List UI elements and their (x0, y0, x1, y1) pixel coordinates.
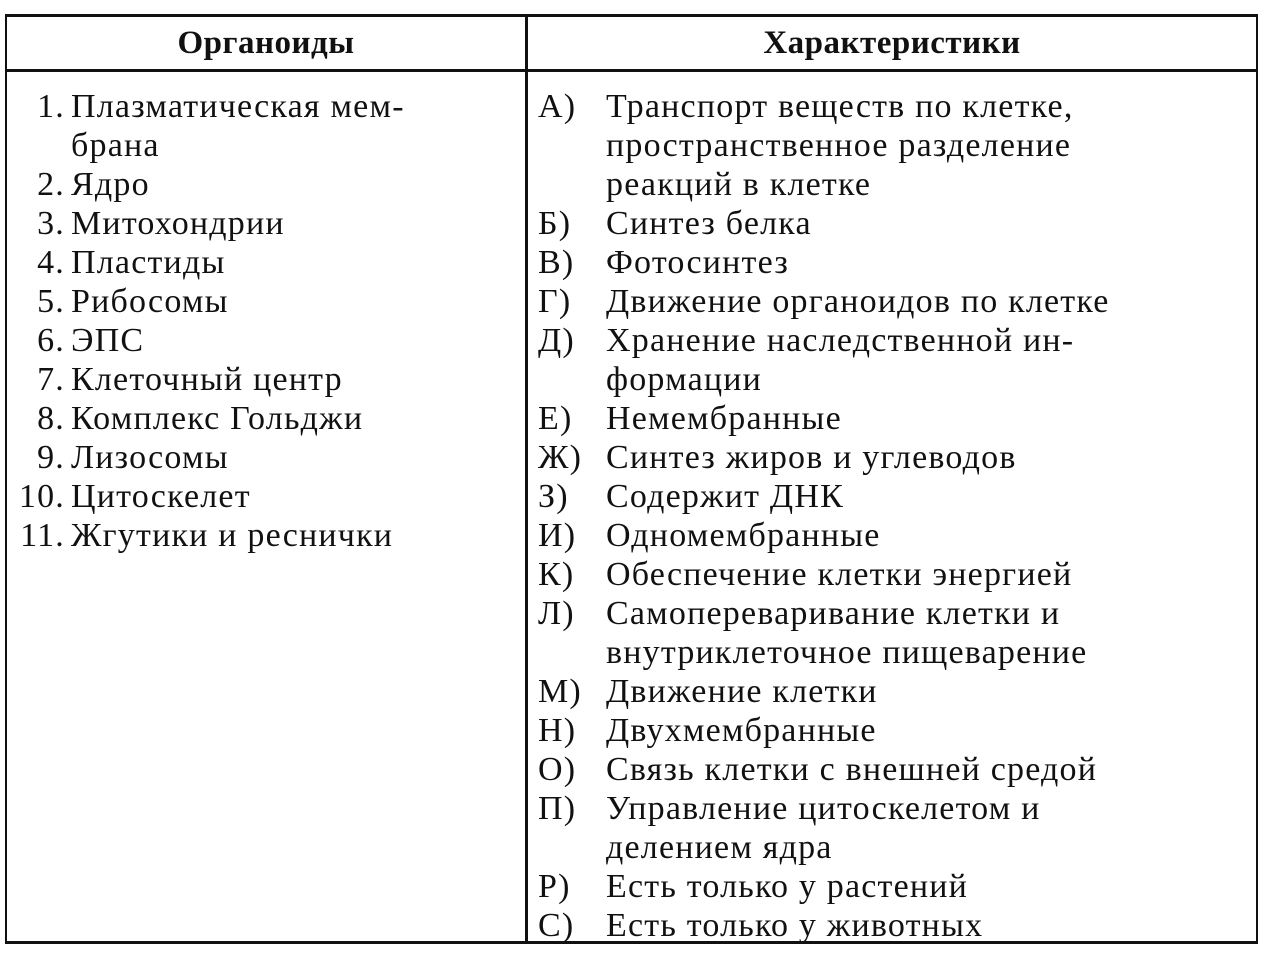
item-text: Цитоскелет (71, 478, 251, 515)
characteristic-item (528, 477, 1258, 516)
item-text: Связь клетки с внешней средой (606, 751, 1098, 788)
item-number: 1. (37, 88, 65, 125)
item-letter: П) (538, 790, 577, 827)
characteristic-item (528, 516, 1258, 555)
item-letter: К) (538, 556, 575, 593)
organelle-item (7, 204, 517, 243)
header-organelles: Органоиды (177, 24, 355, 61)
header-divider (7, 69, 1256, 72)
item-text: Одномембранные (606, 517, 881, 554)
item-text: Рибосомы (71, 283, 229, 320)
organelle-item (7, 516, 517, 555)
characteristic-item (528, 594, 1258, 672)
item-letter: В) (538, 244, 575, 281)
item-number: 9. (37, 439, 65, 476)
item-letter: О) (538, 751, 577, 788)
item-number: 10. (18, 478, 65, 515)
item-text: Комплекс Гольджи (71, 400, 364, 437)
organelle-item (7, 165, 517, 204)
organelle-item (7, 321, 517, 360)
item-text: Митохондрии (71, 205, 285, 242)
item-text: Немембранные (606, 400, 842, 437)
characteristic-item (528, 672, 1258, 711)
characteristic-item (528, 399, 1258, 438)
item-letter: Б) (538, 205, 572, 242)
item-letter: З) (538, 478, 569, 515)
item-text: Хранение наследственной ин- формации (606, 322, 1075, 398)
organelle-item (7, 282, 517, 321)
header-characteristics: Характеристики (763, 24, 1021, 61)
characteristic-item (528, 555, 1258, 594)
organelle-item (7, 243, 517, 282)
item-letter: И) (538, 517, 577, 554)
characteristic-item (528, 711, 1258, 750)
item-number: 11. (20, 517, 65, 554)
item-letter: Н) (538, 712, 577, 749)
item-number: 2. (37, 166, 65, 203)
item-text: Синтез жиров и углеводов (606, 439, 1017, 476)
characteristic-item (528, 906, 1258, 945)
item-letter: Р) (538, 868, 571, 905)
item-text: Управление цитоскелетом и делением ядра (606, 790, 1041, 866)
item-text: Жгутики и реснички (71, 517, 394, 554)
item-text: Содержит ДНК (606, 478, 844, 515)
item-text: Есть только у животных (606, 907, 984, 944)
item-letter: Ж) (538, 439, 583, 476)
characteristic-item (528, 321, 1258, 399)
item-number: 5. (37, 283, 65, 320)
characteristics-list (528, 87, 1258, 945)
item-text: Обеспечение клетки энергией (606, 556, 1073, 593)
characteristic-item (528, 204, 1258, 243)
item-text: Самопереваривание клетки и внутриклеточное пищеварение (606, 595, 1088, 671)
item-text: Плазматическая мем- брана (71, 88, 405, 164)
organelle-item (7, 87, 517, 165)
characteristic-item (528, 789, 1258, 867)
item-text: Лизосомы (71, 439, 229, 476)
item-text: Движение органоидов по клетке (606, 283, 1110, 320)
item-text: Транспорт веществ по клетке, пространственное разделение реакций в клетке (606, 88, 1074, 203)
item-text: Пластиды (71, 244, 226, 281)
item-number: 4. (37, 244, 65, 281)
item-letter: Д) (538, 322, 575, 359)
item-text: Движение клетки (606, 673, 878, 710)
characteristic-item (528, 243, 1258, 282)
characteristic-item (528, 87, 1258, 204)
organelle-item (7, 477, 517, 516)
characteristic-item (528, 867, 1258, 906)
characteristic-item (528, 750, 1258, 789)
matching-table (5, 14, 1258, 944)
item-letter: Е) (538, 400, 573, 437)
item-letter: М) (538, 673, 582, 710)
item-text: Синтез белка (606, 205, 812, 242)
item-letter: Г) (538, 283, 572, 320)
characteristic-item (528, 282, 1258, 321)
item-text: Фотосинтез (606, 244, 789, 281)
organelle-item (7, 438, 517, 477)
item-number: 7. (37, 361, 65, 398)
organelle-item (7, 399, 517, 438)
organelles-list (7, 87, 517, 555)
item-number: 3. (37, 205, 65, 242)
item-letter: Л) (538, 595, 575, 632)
item-text: Двухмембранные (606, 712, 877, 749)
characteristic-item (528, 438, 1258, 477)
item-letter: С) (538, 907, 575, 944)
item-number: 8. (37, 400, 65, 437)
item-text: Есть только у растений (606, 868, 969, 905)
item-text: Клеточный центр (71, 361, 343, 398)
item-text: Ядро (71, 166, 150, 203)
item-text: ЭПС (71, 322, 145, 359)
organelle-item (7, 360, 517, 399)
item-letter: А) (538, 88, 577, 125)
item-number: 6. (37, 322, 65, 359)
